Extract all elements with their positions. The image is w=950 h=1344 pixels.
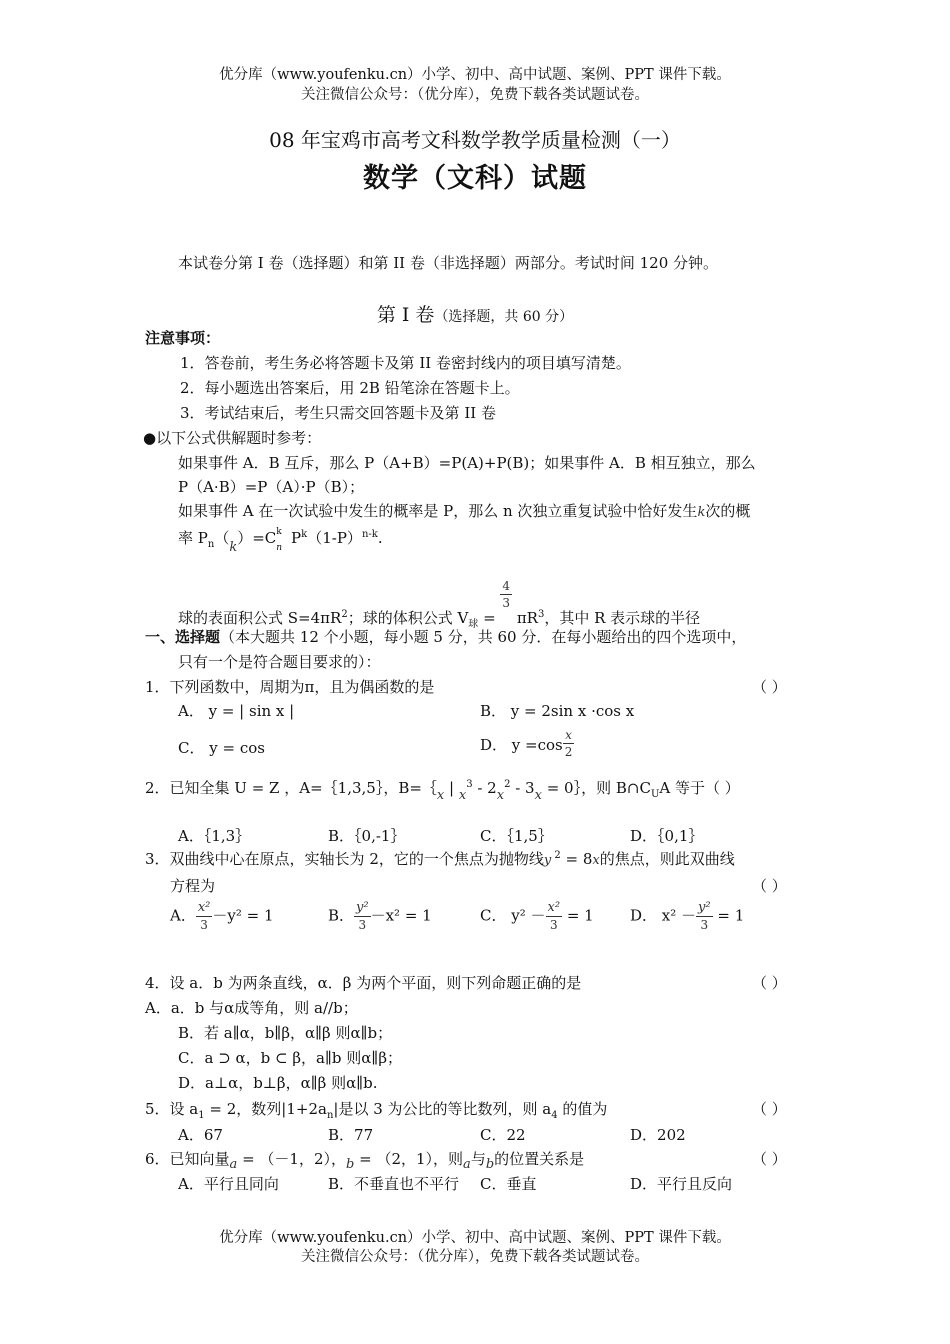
fraction-den: 3	[700, 918, 709, 932]
q5-option-d: D．202	[630, 1126, 686, 1144]
fraction-num: 4	[502, 579, 511, 593]
stem-var: y	[543, 853, 552, 868]
fraction-den: 3	[549, 918, 558, 932]
part1-desc-2: 只有一个是符合题目要求的）：	[178, 653, 381, 671]
part1-desc: （本大题共 12 个小题，每小题 5 分，共 60 分．在每小题给出的四个选项中，	[220, 628, 747, 646]
fraction-num: x²	[197, 900, 211, 915]
q4-option-b: B．若 a∥α，b∥β，α∥β 则α∥b；	[178, 1024, 393, 1042]
formula-text: =	[478, 608, 501, 627]
q1-option-a: A． y = | sin x |	[178, 702, 295, 720]
fraction-x-2	[563, 727, 575, 760]
fraction-num: x²	[547, 900, 561, 915]
q6-option-b: B．不垂直也不平行	[328, 1175, 460, 1193]
formula-sup: 3	[537, 608, 545, 620]
section-label: 第 I 卷	[376, 304, 435, 326]
formula-text: （1-P）	[307, 529, 362, 547]
fraction-num: x	[563, 727, 575, 744]
stem-text: |	[444, 779, 459, 797]
stem-text: = （－1，2），	[237, 1150, 347, 1168]
stem-var: x	[592, 853, 600, 868]
q1-option-d	[480, 727, 574, 760]
footer-line-1: 优分库（www.youfenku.cn）小学、初中、高中试题、案例、PPT 课件下载。	[219, 1230, 731, 1246]
option-text: －x² = 1	[370, 906, 432, 925]
formula-text: 次的概	[705, 502, 751, 520]
q4-option-d: D．a⊥α，b⊥β，α∥β 则α∥b.	[178, 1074, 378, 1092]
fraction-num: y²	[698, 900, 711, 915]
exam-title: 08 年宝鸡市高考文科数学教学质量检测（一）	[269, 128, 681, 152]
stem-text: - 2	[472, 779, 497, 797]
q4-answer-paren: （ ）	[752, 974, 787, 992]
fraction-den: 3	[200, 918, 208, 932]
stem-text: 2．已知全集 U = Z ，A=｛1,3,5｝，B=｛	[145, 779, 437, 797]
q5-option-c: C．22	[480, 1126, 526, 1144]
formula-sub: 球	[468, 618, 479, 630]
option-fraction	[546, 900, 563, 933]
option-text: D． x² －	[630, 906, 697, 925]
stem-text: = 8	[560, 850, 593, 868]
section-note: （选择题，共 60 分）	[434, 309, 574, 325]
option-text: = 1	[712, 906, 745, 925]
q4-stem: 4．设 a．b 为两条直线，α．β 为两个平面，则下列命题正确的是	[145, 974, 582, 992]
vector-a: a	[463, 1157, 471, 1172]
q3-option-a	[170, 900, 274, 933]
vector-b: b	[485, 1157, 495, 1172]
formula-text: .	[377, 529, 383, 547]
footer-line-2: 关注微信公众号：（优分库），免费下载各类试题试卷。	[301, 1249, 649, 1265]
formula-line-3	[178, 500, 750, 521]
stem-sub: 1	[198, 1110, 205, 1121]
formulas-intro: ●以下公式供解题时参考：	[143, 429, 322, 447]
stem-text: 与	[470, 1150, 486, 1168]
formula-sup: 2	[341, 608, 348, 620]
q1-stem: 1．下列函数中，周期为π，且为偶函数的是	[145, 678, 435, 696]
header-line-2: 关注微信公众号：（优分库），免费下载各类试题试卷。	[301, 87, 649, 103]
option-text: = 1	[562, 906, 594, 925]
q2-option-d: D．｛0,1｝	[630, 827, 704, 845]
q3-option-d	[630, 900, 744, 933]
stem-sup: 2	[504, 779, 511, 790]
fraction-4-3	[500, 578, 512, 611]
option-text: C． y² －	[480, 906, 546, 925]
option-fraction	[696, 900, 713, 933]
part1-label: 一、选择题	[145, 628, 221, 646]
q6-stem	[145, 1148, 585, 1172]
option-text: －y² = 1	[212, 906, 274, 925]
stem-text: 3．双曲线中心在原点，实轴长为 2，它的一个焦点为抛物线	[145, 850, 544, 868]
formula-var: k	[697, 505, 706, 520]
formula-sup: k	[276, 527, 282, 537]
formula-text: P	[286, 529, 302, 547]
q3-stem-2: 方程为	[170, 877, 216, 895]
stem-sub: U	[650, 789, 660, 800]
formula-line-1: 如果事件 A．B 互斥，那么 P（A+B）=P(A)+P(B)；如果事件 A．B 相互独立，那么	[178, 454, 756, 472]
formula-sub: n	[276, 543, 283, 553]
formula-line-2: P（A·B）=P（A）·P（B）；	[178, 478, 365, 496]
q2-option-c: C．｛1,5｝	[480, 827, 553, 845]
stem-text: - 3	[510, 779, 535, 797]
stem-var: x	[436, 788, 445, 803]
q2-option-a: A．｛1,3｝	[178, 827, 251, 845]
q3-option-b	[328, 900, 432, 933]
q5-option-a: A．67	[178, 1126, 223, 1144]
formula-sub: n	[207, 539, 215, 550]
exam-subtitle: 数学（文科）试题	[363, 163, 587, 194]
note-item: 1．答卷前，考生务必将答题卡及第 II 卷密封线内的项目填写清楚。	[180, 354, 631, 372]
option-fraction	[354, 900, 371, 933]
q1-option-c: C． y = cos	[178, 739, 265, 757]
formula-line-4	[178, 527, 383, 555]
option-fraction	[196, 900, 213, 933]
stem-text: A 等于（ ）	[659, 779, 740, 797]
q6-option-c: C．垂直	[480, 1175, 537, 1193]
fraction-den: 3	[502, 596, 511, 610]
formula-sup: k	[301, 529, 308, 540]
stem-text: = （2，1），则	[354, 1150, 464, 1168]
formula-text: πR	[512, 608, 538, 627]
q5-stem	[145, 1098, 607, 1121]
option-text: D． y =cos	[480, 735, 563, 754]
q4-option-a: A．a．b 与α成等角，则 a//b；	[145, 999, 358, 1017]
formula-text: （	[214, 529, 230, 547]
formula-var: k	[229, 540, 238, 555]
formula-text: ；球的体积公式 V	[347, 608, 469, 627]
formula-sup: n-k	[361, 529, 378, 540]
part1-heading	[145, 626, 746, 647]
stem-var: x	[534, 788, 542, 803]
stem-var: x	[458, 788, 467, 803]
vector-b: b	[346, 1157, 355, 1172]
stem-text: = 2，数列|1+2a	[204, 1100, 327, 1118]
q5-answer-paren: （ ）	[752, 1100, 787, 1118]
q2-stem	[145, 777, 740, 803]
section-heading	[0, 300, 950, 327]
binomial-indices	[276, 527, 286, 553]
formula-text: 如果事件 A 在一次试验中发生的概率是 P，那么 n 次独立重复试验中恰好发生	[178, 502, 698, 520]
note-item: 3．考试结束后，考生只需交回答题卡及第 II 卷	[180, 404, 496, 422]
stem-text: 6．已知向量	[145, 1150, 230, 1168]
intro-text: 本试卷分第 I 卷（选择题）和第 II 卷（非选择题）两部分。考试时间 120 分钟。	[178, 254, 719, 272]
note-item: 2．每小题选出答案后，用 2B 铅笔涂在答题卡上。	[180, 379, 520, 397]
stem-text: |是以 3 为公比的等比数列，则 a	[333, 1100, 552, 1118]
notes-heading: 注意事项：	[145, 329, 221, 347]
stem-sub: 4	[551, 1110, 558, 1121]
header-line-1: 优分库（www.youfenku.cn）小学、初中、高中试题、案例、PPT 课件下载。	[219, 67, 731, 83]
q2-option-b: B．｛0,-1｝	[328, 827, 406, 845]
q4-option-c: C．a ⊃ α，b ⊂ β，a∥b 则α∥β；	[178, 1049, 403, 1067]
vector-a: a	[229, 1157, 238, 1172]
formula-text: ）=C	[237, 529, 277, 547]
stem-text: = 0｝，则 B∩C	[541, 779, 651, 797]
q3-option-c	[480, 900, 594, 933]
stem-text: 的值为	[557, 1100, 608, 1118]
formula-text: 球的表面积公式 S=4πR	[178, 608, 342, 627]
q5-option-b: B．77	[328, 1126, 374, 1144]
fraction-den: 3	[358, 918, 367, 932]
stem-sup: 3	[466, 779, 473, 790]
stem-sub: n	[326, 1110, 334, 1121]
stem-text: 的位置关系是	[494, 1150, 585, 1168]
stem-sup: 2	[551, 850, 561, 861]
q1-option-b: B． y = 2sin x ·cos x	[480, 702, 635, 720]
formula-text: ，其中 R 表示球的半径	[544, 608, 701, 627]
q1-answer-paren: （ ）	[752, 678, 787, 696]
stem-var: x	[496, 788, 505, 803]
option-text: B．	[328, 906, 355, 925]
stem-text: 5．设 a	[145, 1100, 199, 1118]
fraction-den: 2	[564, 745, 573, 759]
q6-option-d: D．平行且反向	[630, 1175, 733, 1193]
stem-text: 的焦点，则此双曲线	[599, 850, 735, 868]
formula-text: 率 P	[178, 529, 208, 547]
option-text: A．	[170, 906, 196, 925]
q6-answer-paren: （ ）	[752, 1150, 787, 1168]
q3-answer-paren: （ ）	[752, 877, 787, 895]
fraction-num: y²	[356, 900, 369, 915]
q3-stem	[145, 848, 735, 869]
q6-option-a: A．平行且同向	[178, 1175, 279, 1193]
